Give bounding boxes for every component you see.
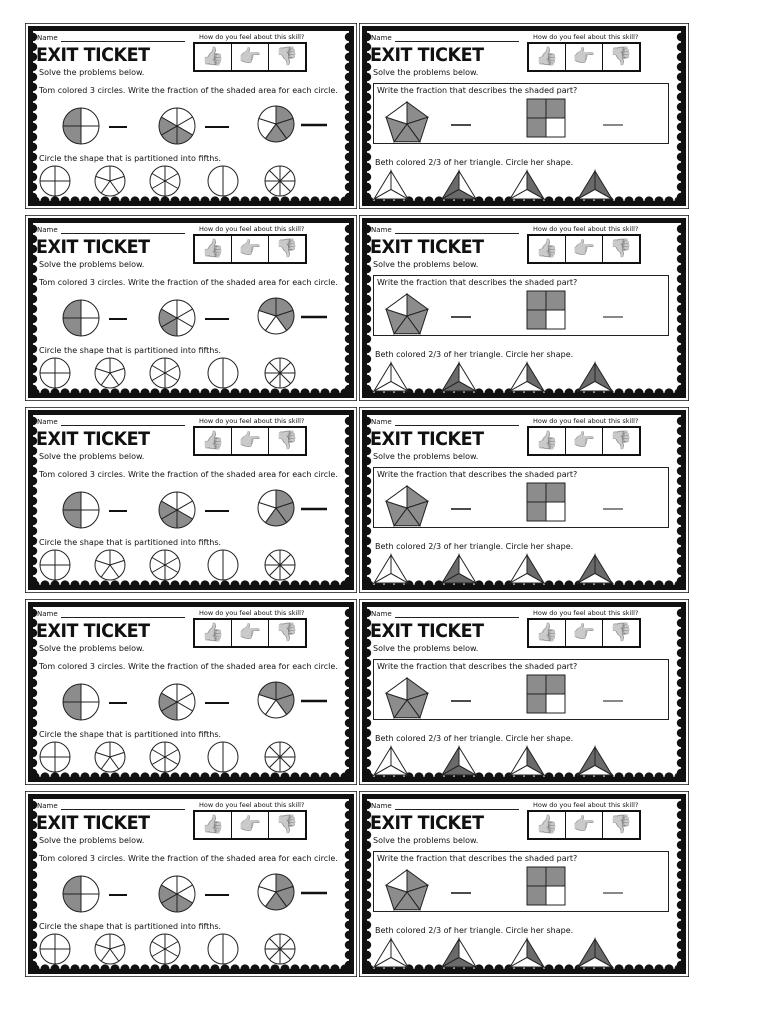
exit-ticket-right (359, 407, 691, 593)
fraction-circle-1 (63, 492, 99, 528)
name-label: Name (371, 802, 392, 810)
ticket-title: EXIT TICKET (370, 620, 484, 642)
ticket-subtitle: Solve the problems below. (39, 68, 145, 77)
question-triangle: Beth colored 2/3 of her triangle. Circle her shape. (375, 734, 574, 743)
option-circle-fifths[interactable] (95, 742, 125, 772)
ticket-subtitle: Solve the problems below. (373, 452, 479, 461)
ticket-title: EXIT TICKET (370, 236, 484, 258)
question-shaded-part: Write the fraction that describes the shaded part? (377, 662, 578, 671)
fraction-circle-3 (258, 490, 294, 526)
shapes-area (367, 415, 683, 585)
fraction-circle-1 (63, 684, 99, 720)
feel-label: How do you feel about this skill? (199, 33, 305, 41)
option-circle-halves[interactable] (208, 166, 238, 196)
option-triangle-4[interactable] (578, 171, 612, 199)
option-circle-sixths[interactable] (150, 550, 180, 580)
question-triangle: Beth colored 2/3 of her triangle. Circle her shape. (375, 158, 574, 167)
feel-label: How do you feel about this skill? (533, 609, 639, 617)
option-circle-fifths[interactable] (95, 934, 125, 964)
thumbs-down-icon[interactable]: 👎 (609, 46, 633, 67)
ticket-subtitle: Solve the problems below. (39, 260, 145, 269)
exit-ticket-right (359, 215, 691, 401)
thumbs-sideways-icon[interactable]: 👉 (232, 236, 269, 262)
option-triangle-2[interactable] (442, 171, 476, 199)
shapes-area (367, 31, 683, 201)
exit-ticket-left (25, 23, 357, 209)
thumbs-up-icon[interactable]: 👍 (529, 812, 566, 838)
thumbs-up-icon[interactable]: 👍 (529, 236, 566, 262)
option-triangle-1[interactable] (374, 171, 408, 199)
question-triangle: Beth colored 2/3 of her triangle. Circle her shape. (375, 542, 574, 551)
ticket-subtitle: Solve the problems below. (373, 836, 479, 845)
thumbs-up-icon[interactable]: 👍 (529, 620, 566, 646)
ticket-title: EXIT TICKET (370, 44, 484, 66)
thumbs-down-icon[interactable]: 👎 (609, 430, 633, 451)
option-circle-eighths[interactable] (265, 742, 295, 772)
question-fraction-circles: Tom colored 3 circles. Write the fraction of the shaded area for each circle. (39, 470, 338, 479)
thumbs-down-icon[interactable]: 👎 (275, 46, 299, 67)
ticket-title: EXIT TICKET (370, 428, 484, 450)
ticket-title: EXIT TICKET (36, 620, 150, 642)
exit-ticket-left (25, 791, 357, 977)
question-fifths: Circle the shape that is partitioned into fifths. (39, 154, 222, 163)
exit-ticket-right (359, 791, 691, 977)
option-circle-fifths[interactable] (95, 550, 125, 580)
thumbs-sideways-icon[interactable]: 👉 (566, 44, 603, 70)
ticket-subtitle: Solve the problems below. (39, 452, 145, 461)
question-fifths: Circle the shape that is partitioned into fifths. (39, 346, 222, 355)
thumbs-sideways-icon[interactable]: 👉 (566, 428, 603, 454)
shaded-square (527, 99, 565, 137)
question-fifths: Circle the shape that is partitioned into fifths. (39, 922, 222, 931)
question-fraction-circles: Tom colored 3 circles. Write the fraction of the shaded area for each circle. (39, 854, 338, 863)
option-triangle-2[interactable] (442, 747, 476, 775)
thumbs-sideways-icon[interactable]: 👉 (566, 812, 603, 838)
name-label: Name (37, 802, 58, 810)
option-circle-halves[interactable] (208, 550, 238, 580)
thumbs-down-icon[interactable]: 👎 (275, 430, 299, 451)
option-triangle-1[interactable] (374, 747, 408, 775)
fraction-circle-1 (63, 108, 99, 144)
option-circle-fifths[interactable] (95, 166, 125, 196)
option-triangle-1[interactable] (374, 939, 408, 967)
thumbs-sideways-icon[interactable]: 👉 (232, 812, 269, 838)
thumbs-up-icon[interactable]: 👍 (195, 236, 232, 262)
fraction-circle-3 (258, 874, 294, 910)
option-circle-halves[interactable] (208, 742, 238, 772)
name-label: Name (37, 34, 58, 42)
option-triangle-4[interactable] (578, 747, 612, 775)
option-circle-fourths[interactable] (40, 550, 70, 580)
question-shaded-part: Write the fraction that describes the shaded part? (377, 278, 578, 287)
exit-ticket-right (359, 23, 691, 209)
option-circle-sixths[interactable] (150, 166, 180, 196)
thumbs-up-icon[interactable]: 👍 (195, 620, 232, 646)
exit-ticket-left (25, 407, 357, 593)
question-triangle: Beth colored 2/3 of her triangle. Circle her shape. (375, 350, 574, 359)
feel-label: How do you feel about this skill? (199, 801, 305, 809)
name-label: Name (371, 226, 392, 234)
ticket-subtitle: Solve the problems below. (39, 644, 145, 653)
shaded-pentagon (386, 486, 428, 526)
shaded-pentagon (386, 102, 428, 142)
ticket-subtitle: Solve the problems below. (373, 68, 479, 77)
option-circle-sixths[interactable] (150, 358, 180, 388)
fraction-circle-1 (63, 300, 99, 336)
shaded-pentagon (386, 870, 428, 910)
thumbs-down-icon[interactable]: 👎 (275, 622, 299, 643)
ticket-subtitle: Solve the problems below. (373, 260, 479, 269)
exit-ticket-left (25, 599, 357, 785)
question-fifths: Circle the shape that is partitioned into fifths. (39, 730, 222, 739)
option-circle-fourths[interactable] (40, 934, 70, 964)
thumbs-up-icon[interactable]: 👍 (195, 44, 232, 70)
thumbs-down-icon[interactable]: 👎 (609, 238, 633, 259)
option-circle-eighths[interactable] (265, 934, 295, 964)
thumbs-sideways-icon[interactable]: 👉 (232, 428, 269, 454)
option-triangle-3[interactable] (510, 555, 544, 583)
shapes-area (33, 799, 349, 969)
shaded-square (527, 291, 565, 329)
option-circle-halves[interactable] (208, 934, 238, 964)
option-circle-fourths[interactable] (40, 742, 70, 772)
shapes-area (367, 223, 683, 393)
option-circle-halves[interactable] (208, 358, 238, 388)
feel-label: How do you feel about this skill? (199, 609, 305, 617)
name-label: Name (371, 610, 392, 618)
name-label: Name (37, 226, 58, 234)
option-triangle-4[interactable] (578, 939, 612, 967)
feel-label: How do you feel about this skill? (533, 225, 639, 233)
question-fraction-circles: Tom colored 3 circles. Write the fraction of the shaded area for each circle. (39, 86, 338, 95)
thumbs-up-icon[interactable]: 👍 (529, 428, 566, 454)
option-circle-fourths[interactable] (40, 166, 70, 196)
question-triangle: Beth colored 2/3 of her triangle. Circle her shape. (375, 926, 574, 935)
option-triangle-3[interactable] (510, 171, 544, 199)
option-circle-fifths[interactable] (95, 358, 125, 388)
feel-label: How do you feel about this skill? (199, 417, 305, 425)
feel-label: How do you feel about this skill? (199, 225, 305, 233)
thumbs-sideways-icon[interactable]: 👉 (566, 620, 603, 646)
thumbs-up-icon[interactable]: 👍 (529, 44, 566, 70)
shapes-area (367, 799, 683, 969)
ticket-subtitle: Solve the problems below. (39, 836, 145, 845)
name-label: Name (371, 34, 392, 42)
question-shaded-part: Write the fraction that describes the shaded part? (377, 470, 578, 479)
fraction-circle-2 (159, 300, 195, 336)
shapes-area (33, 31, 349, 201)
exit-ticket-right (359, 599, 691, 785)
question-fifths: Circle the shape that is partitioned into fifths. (39, 538, 222, 547)
feel-label: How do you feel about this skill? (533, 33, 639, 41)
ticket-title: EXIT TICKET (36, 44, 150, 66)
option-triangle-4[interactable] (578, 555, 612, 583)
shaded-pentagon (386, 294, 428, 334)
shaded-pentagon (386, 678, 428, 718)
name-label: Name (37, 418, 58, 426)
option-triangle-4[interactable] (578, 363, 612, 391)
option-triangle-2[interactable] (442, 363, 476, 391)
option-triangle-1[interactable] (374, 555, 408, 583)
fraction-circle-2 (159, 492, 195, 528)
thumbs-sideways-icon[interactable]: 👉 (566, 236, 603, 262)
option-triangle-3[interactable] (510, 363, 544, 391)
shapes-area (33, 415, 349, 585)
name-label: Name (37, 610, 58, 618)
question-fraction-circles: Tom colored 3 circles. Write the fraction of the shaded area for each circle. (39, 278, 338, 287)
feel-label: How do you feel about this skill? (533, 801, 639, 809)
option-triangle-3[interactable] (510, 939, 544, 967)
thumbs-down-icon[interactable]: 👎 (609, 814, 633, 835)
fraction-circle-3 (258, 106, 294, 142)
option-circle-fourths[interactable] (40, 358, 70, 388)
thumbs-sideways-icon[interactable]: 👉 (232, 620, 269, 646)
thumbs-up-icon[interactable]: 👍 (195, 812, 232, 838)
option-triangle-2[interactable] (442, 555, 476, 583)
question-fraction-circles: Tom colored 3 circles. Write the fraction of the shaded area for each circle. (39, 662, 338, 671)
feel-label: How do you feel about this skill? (533, 417, 639, 425)
fraction-circle-1 (63, 876, 99, 912)
option-circle-sixths[interactable] (150, 934, 180, 964)
fraction-circle-2 (159, 108, 195, 144)
fraction-circle-2 (159, 876, 195, 912)
option-triangle-2[interactable] (442, 939, 476, 967)
shaded-square (527, 483, 565, 521)
shaded-square (527, 675, 565, 713)
option-triangle-1[interactable] (374, 363, 408, 391)
thumbs-up-icon[interactable]: 👍 (195, 428, 232, 454)
shapes-area (33, 607, 349, 777)
thumbs-down-icon[interactable]: 👎 (609, 622, 633, 643)
thumbs-down-icon[interactable]: 👎 (275, 238, 299, 259)
shaded-square (527, 867, 565, 905)
thumbs-sideways-icon[interactable]: 👉 (232, 44, 269, 70)
option-circle-sixths[interactable] (150, 742, 180, 772)
ticket-title: EXIT TICKET (36, 812, 150, 834)
thumbs-down-icon[interactable]: 👎 (275, 814, 299, 835)
fraction-circle-3 (258, 298, 294, 334)
ticket-title: EXIT TICKET (36, 428, 150, 450)
ticket-title: EXIT TICKET (370, 812, 484, 834)
ticket-subtitle: Solve the problems below. (373, 644, 479, 653)
fraction-circle-2 (159, 684, 195, 720)
fraction-circle-3 (258, 682, 294, 718)
option-triangle-3[interactable] (510, 747, 544, 775)
name-label: Name (371, 418, 392, 426)
option-circle-eighths[interactable] (265, 166, 295, 196)
option-circle-eighths[interactable] (265, 550, 295, 580)
exit-ticket-left (25, 215, 357, 401)
shapes-area (367, 607, 683, 777)
question-shaded-part: Write the fraction that describes the shaded part? (377, 86, 578, 95)
shapes-area (33, 223, 349, 393)
option-circle-eighths[interactable] (265, 358, 295, 388)
question-shaded-part: Write the fraction that describes the shaded part? (377, 854, 578, 863)
ticket-title: EXIT TICKET (36, 236, 150, 258)
